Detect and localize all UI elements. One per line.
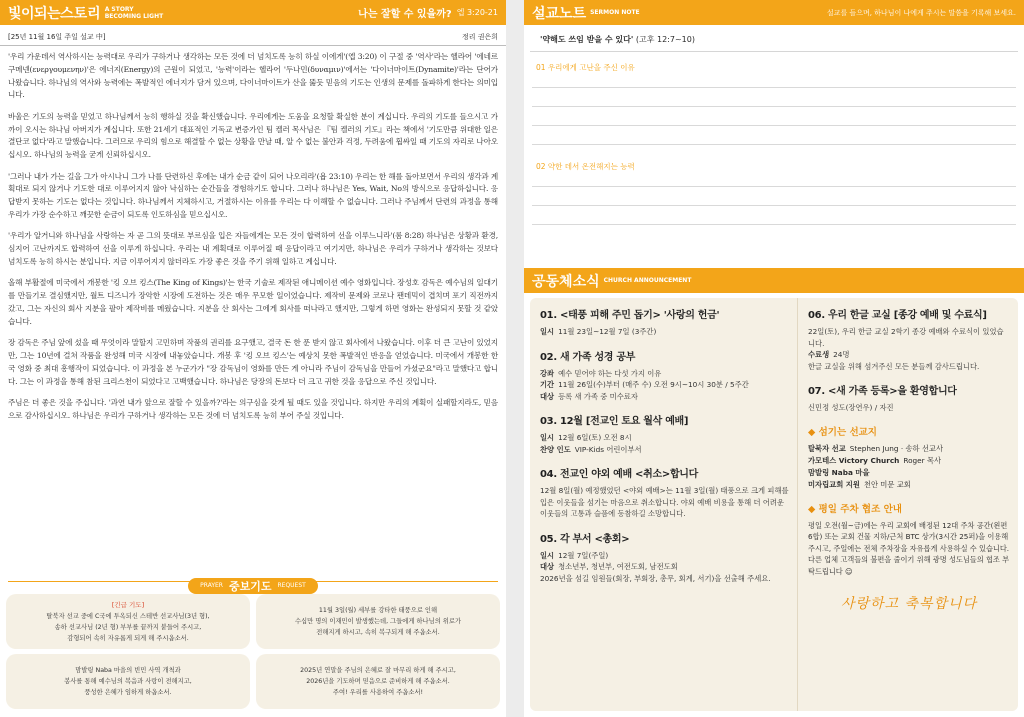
prayer-line: 주여! 우리를 사용하여 주옵소서! bbox=[332, 689, 424, 696]
sermon-paragraph: 장 감독은 주님 앞에 섰을 때 무엇이라 말할지 고민하며 작품의 권리를 요구했고, 결국 돈 한 푼 받지 않고 회사에서 나왔습니다. 이후 더 큰 고난이 있었지만, 그는 10년에 걸쳐 작품을 완성해 미국 시장에 내놓았습니다. 개봉 후 '킹 오브 킹스'는 예상치 못한 폭발적인 반응을 얻었습니다. 미국에서 개봉한 한국 영화 중 최대 흥행작이 되었습니다. 이 과정을 본 누군가가 "장 감독님이 영화를 만든 게 아니라 주님이 감독님을 만들어 가셨군요"라고 말했다고 합니다. 그는 이 과정을 통해 참된 크리스천이 되었다고 고백했습니다. 하나님은 당장의 돈보다 더 크고 귀한 것을 응답으로 주신 것입니다. bbox=[8, 338, 498, 386]
announcement-row bbox=[540, 368, 789, 380]
sermon-reference: 엡 3:20-21 bbox=[456, 8, 498, 17]
notes-title-text: '약해도 쓰임 받을 수 있다' bbox=[540, 35, 634, 44]
prayer-line: 봉사를 통해 예수님의 복음과 사랑이 전해지고, bbox=[64, 678, 192, 685]
announcement-column-right bbox=[798, 298, 1018, 711]
prayer-box bbox=[256, 654, 500, 709]
prayer-box-title: [긴급 기도] bbox=[111, 600, 145, 609]
announcement-item bbox=[540, 412, 789, 455]
prayer-label bbox=[188, 578, 318, 594]
row-value: 24명 bbox=[833, 350, 850, 359]
banner-title-sub: 스토리 bbox=[60, 5, 101, 22]
announcement-row bbox=[540, 326, 789, 338]
prayer-line: 수십만 명의 이재민이 발생했는데, 그들에게 하나님의 위로가 bbox=[294, 618, 462, 625]
prayer-line: 풍성한 은혜가 임하게 하옵소서. bbox=[84, 689, 172, 696]
story-banner bbox=[0, 0, 506, 25]
banner-title-main: 빛이되는 bbox=[8, 5, 61, 22]
prayer-line: 맘발링 Naba 마을의 빈민 사역 개척과 bbox=[75, 667, 181, 674]
sermon-note-title: 설교노트 bbox=[532, 5, 587, 22]
row-value: 11월 23일~12월 7일 (3주간) bbox=[558, 327, 657, 336]
prayer-line: 감형되어 속히 자유롭게 되게 해 주시옵소서. bbox=[67, 634, 189, 642]
announcement-row bbox=[540, 432, 789, 444]
row-value: 청소년부, 청년부, 여전도회, 남전도회 bbox=[558, 562, 678, 571]
announcement-column-left bbox=[530, 298, 798, 711]
prayer-line: 2026년을 기도하며 믿음으로 준비하게 해 주옵소서. bbox=[306, 678, 450, 685]
announcement-title-en: CHURCH ANNOUNCEMENT bbox=[603, 277, 692, 284]
prayer-label-ko: 중보기도 bbox=[228, 579, 272, 593]
row-key: 기간 bbox=[540, 380, 555, 389]
notes-and-news-page bbox=[524, 0, 1024, 717]
sermon-note-desc: 설교를 들으며, 하나님이 나에게 주시는 말씀을 기록해 보세요. bbox=[826, 8, 1016, 17]
mission-detail: Stephen Jung · 송하 선교사 bbox=[849, 443, 944, 453]
sermon-question: 나는 잘할 수 있을까? bbox=[358, 9, 452, 20]
announcement-item bbox=[540, 348, 789, 403]
prayer-line: 탈북자 선교 중에 C국에 투옥되신 스테반 선교사님(3년 형), bbox=[46, 612, 210, 620]
closing-signature: 사랑하고 축복합니다 bbox=[840, 596, 978, 612]
row-value: 12월 7일(주일) bbox=[558, 550, 609, 560]
prayer-line: 11월 3일(월) 세부를 강타한 태풍으로 인해 bbox=[318, 607, 438, 614]
row-key: 찬양 인도 bbox=[540, 444, 571, 454]
prayer-line: 송하 선교사님 (2년 형) 부부를 끝까지 붙들어 주시고, bbox=[54, 623, 202, 631]
prayer-label-en-right: REQUEST bbox=[277, 582, 306, 589]
sermon-author: 정리 권은희 bbox=[461, 33, 498, 41]
announcement-text: 2026년을 섬길 임원들(회장, 부회장, 총무, 회계, 서기)을 선출해 주세요. bbox=[540, 573, 771, 583]
announcement-heading: 06. 우리 한글 교실 [종강 예배 및 수료식] bbox=[808, 310, 987, 321]
prayer-box bbox=[6, 594, 250, 649]
announcement-heading: 02. 새 가족 성경 공부 bbox=[540, 351, 636, 363]
announcement-panel bbox=[530, 298, 1018, 711]
note-line[interactable] bbox=[532, 224, 1016, 225]
mission-detail: Roger 목사 bbox=[903, 455, 942, 465]
announcement-row bbox=[540, 391, 789, 403]
announcement-text: 22일(토), 우리 한글 교실 2학기 종강 예배와 수료식이 있었습니다. bbox=[808, 327, 1004, 348]
row-value: 12월 6일(토) 오전 8시 bbox=[558, 433, 632, 442]
prayer-header bbox=[0, 572, 506, 593]
announcement-item bbox=[540, 530, 789, 585]
announcement-title: 공동체소식 bbox=[532, 273, 600, 290]
note-point: 02 약한 데서 온전해지는 능력 bbox=[536, 162, 635, 171]
prayer-box bbox=[256, 594, 500, 649]
note-point: 01 우리에게 고난을 주신 이유 bbox=[536, 63, 635, 72]
announcement-banner bbox=[524, 268, 1024, 293]
announcement-item bbox=[808, 306, 1010, 372]
sermon-paragraph: 올해 부활절에 미국에서 개봉한 '킹 오브 킹스(The King of Kings)'는 한국 기술로 제작된 애니메이션 예수 영화입니다. 장성호 감독은 예수님의 일대기를 만들기로 결심했지만, 월트 디즈니가 장악한 시장에 도전하는 것은 매우 무모한 일이었습니다. 제작비 문제와 코로나 팬데믹이 겹치며 포기 직전까지 갔고, 그는 자신의 회사 지분을 팔아 제작비를 메웠습니다. 지분을 산 회사는 그에게 회사를 떠나라고 했지만, 그렇게 하면 영화는 완성되지 못할 것 같았습니다. bbox=[8, 278, 498, 326]
prayer-line: 전해지게 하시고, 속히 복구되게 해 주옵소서. bbox=[316, 629, 440, 636]
mission-name: 가모테스 Victory Church bbox=[808, 455, 900, 465]
sermon-note-banner bbox=[524, 0, 1024, 25]
announcement-heading: 05. 각 부서 <총회> bbox=[540, 533, 630, 545]
sermon-paragraph: '우리 가운데서 역사하시는 능력대로 우리가 구하거나 생각하는 모든 것에 더 넘치도록 능히 하실 이에게'(엡 3:20) 이 구절 중 '역사'라는 헬라어 '에네르구메넨(ενεργουμενην)'은 에너지(Energy)의 근원이 되었고, '능력'이라는 헬라어 '두나민(δυναμιν)'에서는 '다이너마이트(Dynamite)'라는 단어가 나왔습니다. 하나님의 역사와 능력에는 폭발적인 에너지가 담겨 있으며, 다이너마이트가 산을 뚫듯 믿음의 기도는 인생의 문제를 돌파하게 한다는 의미입니다. bbox=[8, 52, 498, 100]
mission-name: 미자립교회 지원 bbox=[808, 479, 860, 489]
announcement-row bbox=[808, 349, 1010, 361]
announcement-text: 12월 8일(월) 예정했었던 <야외 예배>는 11월 3일(월) 태풍으로 크게 피해를 입은 이웃들을 섬기는 마음으로 취소합니다. 야외 예배 비용을 통해 더 어려운 이웃들의 고통과 슬픔에 동참하길 소망합니다. bbox=[540, 486, 789, 518]
row-key: 대상 bbox=[540, 391, 555, 401]
announcement-text: 신민정 성도(장연우) / 자진 bbox=[808, 403, 894, 412]
page-gutter bbox=[506, 0, 524, 717]
announcement-row bbox=[540, 444, 789, 456]
announcement-row bbox=[540, 561, 789, 573]
row-key: 대상 bbox=[540, 562, 555, 571]
sermon-date: [25년 11월 16일 주일 설교 中] bbox=[8, 33, 106, 41]
parking-title: ◆ 평일 주차 협조 안내 bbox=[808, 503, 902, 515]
notes-title-ref: (고후 12:7~10) bbox=[635, 35, 695, 44]
row-value: 11월 26일(수)부터 (매주 수) 오전 9시~10시 30분 / 5주간 bbox=[558, 380, 749, 389]
announcement-item bbox=[808, 382, 1010, 414]
notes-sermon-title bbox=[530, 25, 1018, 52]
announcement-heading: 04. 전교인 야외 예배 <취소>합니다 bbox=[540, 469, 699, 480]
mission-row bbox=[808, 443, 1010, 455]
mission-row bbox=[808, 455, 1010, 467]
row-key: 수료생 bbox=[808, 350, 830, 359]
sermon-note-title-en: SERMON NOTE bbox=[590, 9, 640, 16]
mission-row bbox=[808, 479, 1010, 491]
mission-name: 탈북자 선교 bbox=[808, 443, 846, 453]
mission-detail: 천안 미문 교회 bbox=[863, 479, 911, 489]
row-key: 일시 bbox=[540, 550, 555, 560]
announcement-row bbox=[540, 550, 789, 562]
sermon-paragraph: '우리가 알거니와 하나님을 사랑하는 자 곧 그의 뜻대로 부르심을 입은 자들에게는 모든 것이 합력하여 선을 이루느니라'(롬 8:28) 하나님은 상황과 환경, 심지어 고난까지도 합력하여 선을 이루게 하십니다. 우리는 내 계획대로 이루어질 때 응답이라고 여기지만, 하나님은 우리가 구하거나 생각하는 것보다 넘치도록 능히 하시는 분입니다. 지금 이루어지지 않더라도 가장 좋은 것을 주기 위해 일하고 계십니다. bbox=[8, 231, 498, 266]
row-key: 일시 bbox=[540, 433, 555, 442]
mission-row bbox=[808, 467, 1010, 479]
row-value: VIP-Kids 어린이부서 bbox=[574, 444, 642, 454]
announcement-row bbox=[540, 379, 789, 391]
sermon-paragraph: '그러나 내가 가는 길을 그가 아시나니 그가 나를 단련하신 후에는 내가 순금 같이 되어 나오리라'(욥 23:10) 우리는 한 해를 돌아보면서 우리의 생각과 계획대로 되지 않거나 기도한 대로 이루어지지 않아 낙심하는 순간들을 경험하기도 합니다. 그러나 하나님은 Yes, Wait, No의 방식으로 응답하십니다. 응답받지 못하는 기도는 없다는 것입니다. 하나님께서 지체하시고, 거절하시는 이유를 우리는 다 이해할 수 없습니다. 그러나 주님께서 단련의 과정을 통해 우리가 가장 순수하고 깨끗한 순금이 되도록 인도하심을 믿으십시오. bbox=[8, 171, 499, 219]
sermon-dateline bbox=[0, 25, 506, 46]
announcement-item bbox=[540, 306, 789, 338]
mission-name: 맘발링 Naba 마을 bbox=[808, 467, 870, 477]
parking-text: 평일 오전(월~금)에는 우리 교회에 배정된 12대 주차 공간(왼편 6합) 또는 교회 건물 지하/근처 BTC 상가(3시간 25퍼)을 이용해 주시고, 주일에는 전체 주차장을 자유롭게 사용하실 수 있습니다. 다른 업체 고객들의 불편을 줄이기 위해 광명 성도님들의 협조 부탁드립니다 ☺ bbox=[808, 520, 1010, 576]
announcement-heading: 01. <태풍 피해 주민 돕기> '사랑의 헌금' bbox=[540, 310, 720, 321]
announcement-text: 한글 교실을 위해 섬겨주신 모든 분들께 감사드립니다. bbox=[808, 361, 980, 371]
banner-title-en: A STORY BECOMING LIGHT bbox=[104, 5, 164, 20]
sermon-story-page bbox=[0, 0, 506, 717]
row-key: 일시 bbox=[540, 327, 555, 336]
prayer-grid bbox=[6, 594, 500, 709]
prayer-line: 2025년 연말을 주님의 은혜로 잘 마무리 하게 해 주시고, bbox=[300, 667, 456, 674]
row-key: 강좌 bbox=[540, 368, 555, 378]
announcement-heading: 03. 12월 [전교인 토요 월삭 예배] bbox=[540, 416, 689, 427]
announcement-heading: 07. <새 가족 등록>을 환영합니다 bbox=[808, 386, 957, 397]
sermon-body bbox=[0, 46, 506, 422]
sermon-paragraph: 바울은 기도의 능력을 믿었고 하나님께서 능히 행하실 것을 확신했습니다. 우리에게는 도움을 요청할 확실한 분이 계십니다. 우리의 기도를 들으시고 가까이 오시는 하나님 아버지가 계십니다. 또한 21세기 대표적인 기독교 변증가인 팀 켈러 목사님은 『팀 켈러의 기도』라는 책에서 '기도만큼 위대한 일은 결단코 없다'라고 말했습니다. 그러므로 우리의 힘으로 해결할 수 없는 상황을 만날 때, 알 수 없는 불안과 걱정, 두려움에 휩싸일 때 기도의 자리로 나아오십시오. 하나님의 능력을 굳게 신뢰하십시오. bbox=[8, 111, 498, 160]
row-value: 예수 믿어야 하는 다섯 가지 이유 bbox=[558, 368, 662, 378]
row-value: 등록 새 가족 중 미수료자 bbox=[558, 391, 638, 401]
missions-title: ◆ 섬기는 선교지 bbox=[808, 426, 877, 438]
announcement-item bbox=[540, 465, 789, 520]
sermon-paragraph: 주님은 더 좋은 것을 주십니다. '과연 내가 앞으로 잘할 수 있을까?'라는 의구심을 갖게 될 때도 있을 것입니다. 하지만 우리의 계획이 실패할지라도, 믿음으로 감사하십시오. 하나님은 우리가 구하거나 생각하는 모든 것에 더 넘치도록 능히 부어 주실 것입니다. bbox=[8, 397, 498, 420]
prayer-box bbox=[6, 654, 250, 709]
prayer-label-en-left: PRAYER bbox=[200, 582, 223, 589]
